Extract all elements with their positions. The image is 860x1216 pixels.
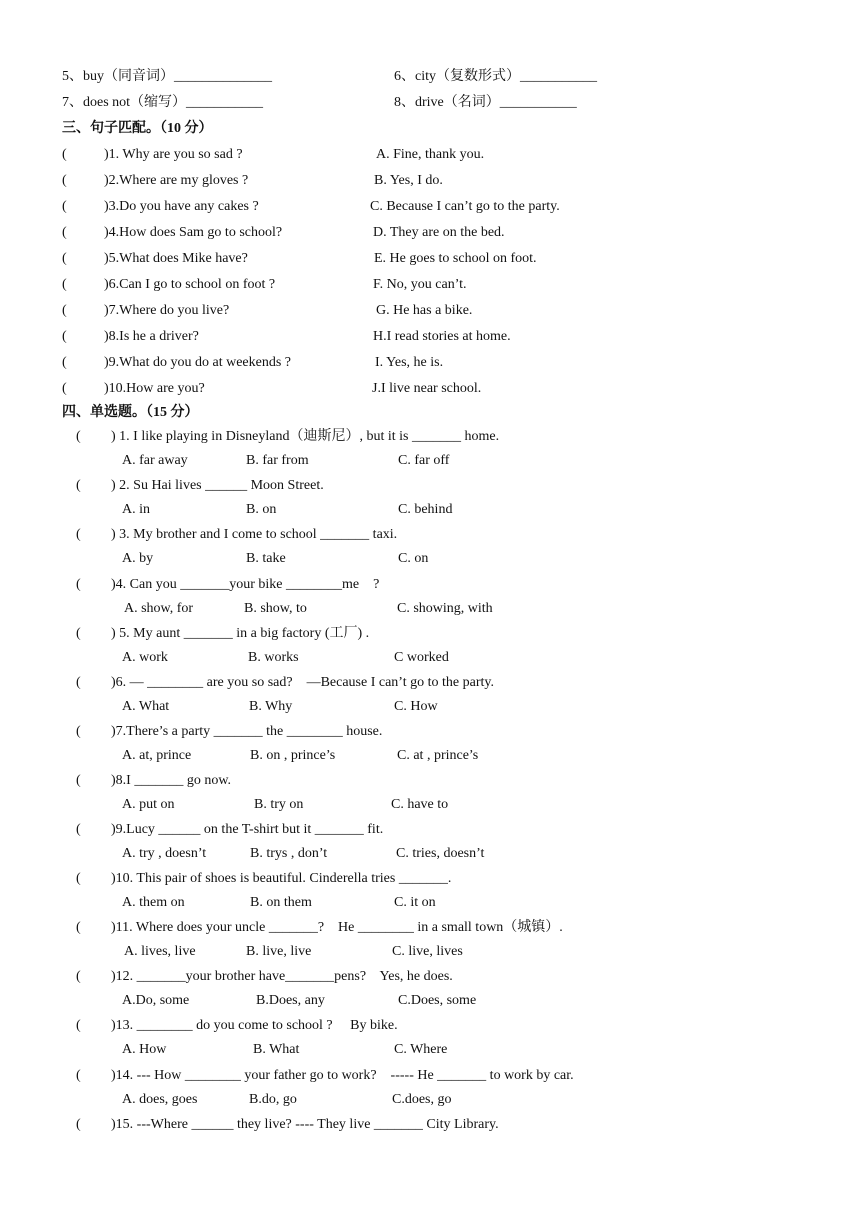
option-a: A. How bbox=[122, 1042, 167, 1057]
match-question: )10.How are you? bbox=[104, 381, 205, 396]
option-c: C. tries, doesn’t bbox=[396, 846, 485, 861]
option-b: B. live, live bbox=[246, 944, 312, 959]
answer-paren: ( bbox=[76, 577, 81, 592]
answer-paren: ( bbox=[76, 675, 81, 690]
option-a: A. in bbox=[122, 502, 150, 517]
option-a: A. by bbox=[122, 551, 154, 566]
answer-paren: ( bbox=[62, 329, 67, 344]
option-a: A. try , doesn’t bbox=[122, 846, 207, 861]
answer-paren: ( bbox=[62, 381, 67, 396]
choice-question: )8.I _______ go now. bbox=[111, 773, 232, 788]
choice-question: )14. --- How ________ your father go to work? ----- He _______ to work by car. bbox=[111, 1068, 574, 1083]
match-answer: F. No, you can’t. bbox=[373, 277, 467, 292]
option-c: C. Where bbox=[394, 1042, 448, 1057]
answer-paren: ( bbox=[62, 277, 67, 292]
section-title: 三、句子匹配。（10 分） bbox=[62, 121, 213, 136]
answer-paren: ( bbox=[76, 822, 81, 837]
choice-question: )9.Lucy ______ on the T-shirt but it _______ fit. bbox=[111, 822, 384, 837]
vocab-item: 5、buy（同音词）______________ bbox=[62, 69, 272, 84]
answer-paren: ( bbox=[76, 429, 81, 444]
choice-question: )11. Where does your uncle _______? He ________ in a small town（城镇）. bbox=[111, 920, 563, 935]
match-answer: E. He goes to school on foot. bbox=[374, 251, 537, 266]
answer-paren: ( bbox=[62, 147, 67, 162]
vocab-item: 6、city（复数形式）___________ bbox=[394, 69, 597, 84]
option-a: A. them on bbox=[122, 895, 185, 910]
answer-paren: ( bbox=[76, 626, 81, 641]
match-answer: I. Yes, he is. bbox=[375, 355, 444, 370]
answer-paren: ( bbox=[76, 724, 81, 739]
answer-paren: ( bbox=[76, 1068, 81, 1083]
match-question: )9.What do you do at weekends ? bbox=[104, 355, 291, 370]
answer-paren: ( bbox=[62, 225, 67, 240]
match-question: )8.Is he a driver? bbox=[104, 329, 199, 344]
answer-paren: ( bbox=[76, 969, 81, 984]
option-a: A. put on bbox=[122, 797, 175, 812]
option-c: C. showing, with bbox=[397, 601, 493, 616]
option-b: B. take bbox=[246, 551, 286, 566]
option-b: B. on them bbox=[250, 895, 312, 910]
option-b: B.do, go bbox=[249, 1092, 297, 1107]
choice-question: ) 5. My aunt _______ in a big factory (工厂) . bbox=[111, 626, 370, 641]
choice-question: )7.There’s a party _______ the ________ house. bbox=[111, 724, 383, 739]
answer-paren: ( bbox=[76, 1018, 81, 1033]
answer-paren: ( bbox=[76, 773, 81, 788]
match-question: )6.Can I go to school on foot ? bbox=[104, 277, 276, 292]
answer-paren: ( bbox=[62, 303, 67, 318]
option-c: C worked bbox=[394, 650, 449, 665]
option-a: A. lives, live bbox=[124, 944, 196, 959]
option-a: A. does, goes bbox=[122, 1092, 198, 1107]
option-c: C. it on bbox=[394, 895, 436, 910]
match-question: )3.Do you have any cakes ? bbox=[104, 199, 259, 214]
match-question: )4.How does Sam go to school? bbox=[104, 225, 283, 240]
match-answer: J.I live near school. bbox=[372, 381, 482, 396]
option-c: C. on bbox=[398, 551, 429, 566]
option-a: A. work bbox=[122, 650, 168, 665]
choice-question: )10. This pair of shoes is beautiful. Cinderella tries _______. bbox=[111, 871, 452, 886]
option-b: B. try on bbox=[254, 797, 304, 812]
answer-paren: ( bbox=[76, 478, 81, 493]
match-question: )1. Why are you so sad ? bbox=[104, 147, 243, 162]
option-a: A.Do, some bbox=[122, 993, 190, 1008]
option-c: C. have to bbox=[391, 797, 449, 812]
match-question: )5.What does Mike have? bbox=[104, 251, 248, 266]
match-answer: B. Yes, I do. bbox=[374, 173, 443, 188]
option-a: A. show, for bbox=[124, 601, 194, 616]
answer-paren: ( bbox=[76, 1117, 81, 1132]
option-a: A. What bbox=[122, 699, 170, 714]
option-c: C. How bbox=[394, 699, 438, 714]
answer-paren: ( bbox=[62, 199, 67, 214]
option-c: C. live, lives bbox=[392, 944, 463, 959]
choice-question: ) 1. I like playing in Disneyland（迪斯尼）, but it is _______ home. bbox=[111, 429, 500, 444]
option-b: B. far from bbox=[246, 453, 309, 468]
match-question: )7.Where do you live? bbox=[104, 303, 230, 318]
option-b: B. trys , don’t bbox=[250, 846, 328, 861]
vocab-item: 7、does not（缩写）___________ bbox=[62, 95, 264, 110]
match-answer: G. He has a bike. bbox=[376, 303, 473, 318]
vocab-item: 8、drive（名词）___________ bbox=[394, 95, 577, 110]
option-b: B.Does, any bbox=[256, 993, 325, 1008]
choice-question: )13. ________ do you come to school ? By bike. bbox=[111, 1018, 398, 1033]
choice-question: )6. — ________ are you so sad? —Because I can’t go to the party. bbox=[111, 675, 494, 690]
match-answer: C. Because I can’t go to the party. bbox=[370, 199, 560, 214]
match-answer: H.I read stories at home. bbox=[373, 329, 511, 344]
option-c: C.does, go bbox=[392, 1092, 452, 1107]
choice-question: ) 2. Su Hai lives ______ Moon Street. bbox=[111, 478, 324, 493]
match-answer: D. They are on the bed. bbox=[373, 225, 505, 240]
option-c: C. at , prince’s bbox=[397, 748, 479, 763]
option-b: B. show, to bbox=[244, 601, 307, 616]
choice-question: )15. ---Where ______ they live? ---- They live _______ City Library. bbox=[111, 1117, 499, 1132]
answer-paren: ( bbox=[62, 355, 67, 370]
option-c: C.Does, some bbox=[398, 993, 477, 1008]
match-answer: A. Fine, thank you. bbox=[376, 147, 485, 162]
option-a: A. at, prince bbox=[122, 748, 192, 763]
option-b: B. What bbox=[253, 1042, 300, 1057]
option-b: B. on , prince’s bbox=[250, 748, 336, 763]
section-title: 四、单选题。（15 分） bbox=[62, 405, 199, 420]
match-question: )2.Where are my gloves ? bbox=[104, 173, 249, 188]
option-b: B. works bbox=[248, 650, 299, 665]
option-b: B. on bbox=[246, 502, 277, 517]
answer-paren: ( bbox=[62, 251, 67, 266]
choice-question: )4. Can you _______your bike ________me ? bbox=[111, 577, 380, 592]
choice-question: )12. _______your brother have_______pens? Yes, he does. bbox=[111, 969, 453, 984]
option-c: C. behind bbox=[398, 502, 453, 517]
option-b: B. Why bbox=[249, 699, 293, 714]
answer-paren: ( bbox=[76, 527, 81, 542]
choice-question: ) 3. My brother and I come to school _______ taxi. bbox=[111, 527, 398, 542]
answer-paren: ( bbox=[76, 871, 81, 886]
option-a: A. far away bbox=[122, 453, 188, 468]
option-c: C. far off bbox=[398, 453, 450, 468]
answer-paren: ( bbox=[76, 920, 81, 935]
answer-paren: ( bbox=[62, 173, 67, 188]
